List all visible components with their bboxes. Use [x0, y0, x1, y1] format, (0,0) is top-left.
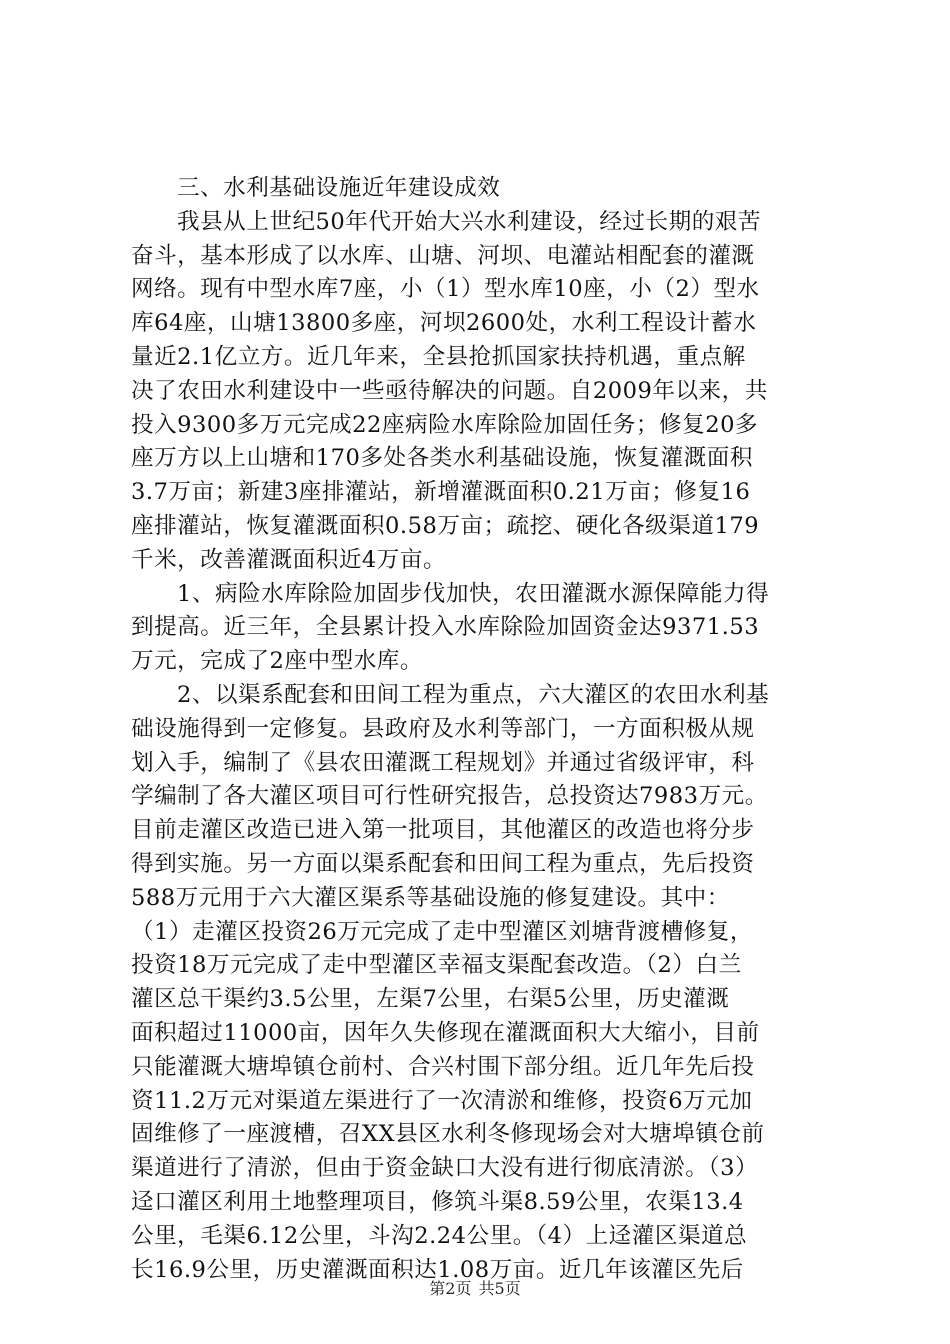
- paragraph-line: 面积超过11000亩，因年久失修现在灌溉面积大大缩小，目前: [131, 1019, 760, 1046]
- paragraph-line: 量近2.1亿立方。近几年来，全县抢抓国家扶持机遇，重点解: [131, 343, 746, 370]
- paragraph-line: 奋斗，基本形成了以水库、山塘、河坝、电灌站相配套的灌溉: [131, 242, 755, 269]
- paragraph-line: 座万方以上山塘和170多处各类水利基础设施，恢复灌溉面积: [131, 445, 753, 472]
- paragraph-line: 公里，毛渠6.12公里，斗沟2.24公里。（4）上迳灌区渠道总: [131, 1222, 748, 1249]
- page-footer: [0, 1279, 950, 1299]
- paragraph-line: （1）走灌区投资26万元完成了走中型灌区刘塘背渡槽修复，: [131, 918, 753, 945]
- page-number: 第2页: [429, 1279, 472, 1298]
- paragraph-line: 划入手，编制了《县农田灌溉工程规划》并通过省级评审，科: [131, 749, 755, 776]
- paragraph-line: 得到实施。另一方面以渠系配套和田间工程为重点，先后投资: [131, 850, 755, 877]
- paragraph-line: 决了农田水利建设中一些亟待解决的问题。自2009年以来，共: [131, 377, 768, 404]
- paragraph-line: 长16.9公里，历史灌溉面积达1.08万亩。近几年该灌区先后: [131, 1256, 744, 1283]
- paragraph-line: 千米，改善灌溉面积近4万亩。: [131, 546, 447, 573]
- paragraph-line: 只能灌溉大塘埠镇仓前村、合兴村围下部分组。近几年先后投: [131, 1053, 755, 1080]
- paragraph-line: 2、以渠系配套和田间工程为重点，六大灌区的农田水利基: [177, 681, 770, 708]
- paragraph-line: 渠道进行了清淤，但由于资金缺口大没有进行彻底清淤。（3）: [131, 1155, 759, 1182]
- paragraph-line: 固维修了一座渡槽，召XX县区水利冬修现场会对大塘埠镇仓前: [131, 1121, 765, 1148]
- paragraph-line: 万元，完成了2座中型水库。: [131, 648, 423, 675]
- paragraph-line: 目前走灌区改造已进入第一批项目，其他灌区的改造也将分步: [131, 817, 755, 844]
- paragraph-line: 座排灌站，恢复灌溉面积0.58万亩；疏挖、硬化各级渠道179: [131, 512, 760, 539]
- document-body: [131, 172, 831, 1287]
- paragraph-line: 库64座，山塘13800多座，河坝2600处，水利工程设计蓄水: [131, 310, 757, 337]
- paragraph-line: 1、病险水库除险加固步伐加快，农田灌溉水源保障能力得: [177, 580, 770, 607]
- paragraph-line: 迳口灌区利用土地整理项目，修筑斗渠8.59公里，农渠13.4: [131, 1188, 744, 1215]
- paragraph-line: 学编制了各大灌区项目可行性研究报告，总投资达7983万元。: [131, 783, 768, 810]
- paragraph-line: 灌区总干渠约3.5公里，左渠7公里，右渠5公里，历史灌溉: [131, 986, 730, 1013]
- section-heading: 三、水利基础设施近年建设成效: [177, 175, 501, 201]
- paragraph-line: 投入9300多万元完成22座病险水库除险加固任务；修复20多: [131, 411, 759, 438]
- paragraph-line: 我县从上世纪50年代开始大兴水利建设，经过长期的艰苦: [177, 208, 761, 235]
- paragraph-line: 588万元用于六大灌区渠系等基础设施的修复建设。其中：: [131, 884, 730, 911]
- paragraph-line: 资11.2万元对渠道左渠进行了一次清淤和维修，投资6万元加: [131, 1087, 753, 1114]
- paragraph-line: 投资18万元完成了走中型灌区幸福支渠配套改造。（2）白兰: [131, 952, 742, 979]
- paragraph-line: 础设施得到一定修复。县政府及水利等部门，一方面积极从规: [131, 715, 755, 742]
- paragraph-line: 3.7万亩；新建3座排灌站，新增灌溉面积0.21万亩；修复16: [131, 479, 751, 506]
- page-total: 共5页: [478, 1279, 521, 1298]
- paragraph-line: 到提高。近三年，全县累计投入水库除险加固资金达9371.53: [131, 614, 760, 641]
- paragraph-line: 网络。现有中型水库7座，小（1）型水库10座，小（2）型水: [131, 276, 760, 303]
